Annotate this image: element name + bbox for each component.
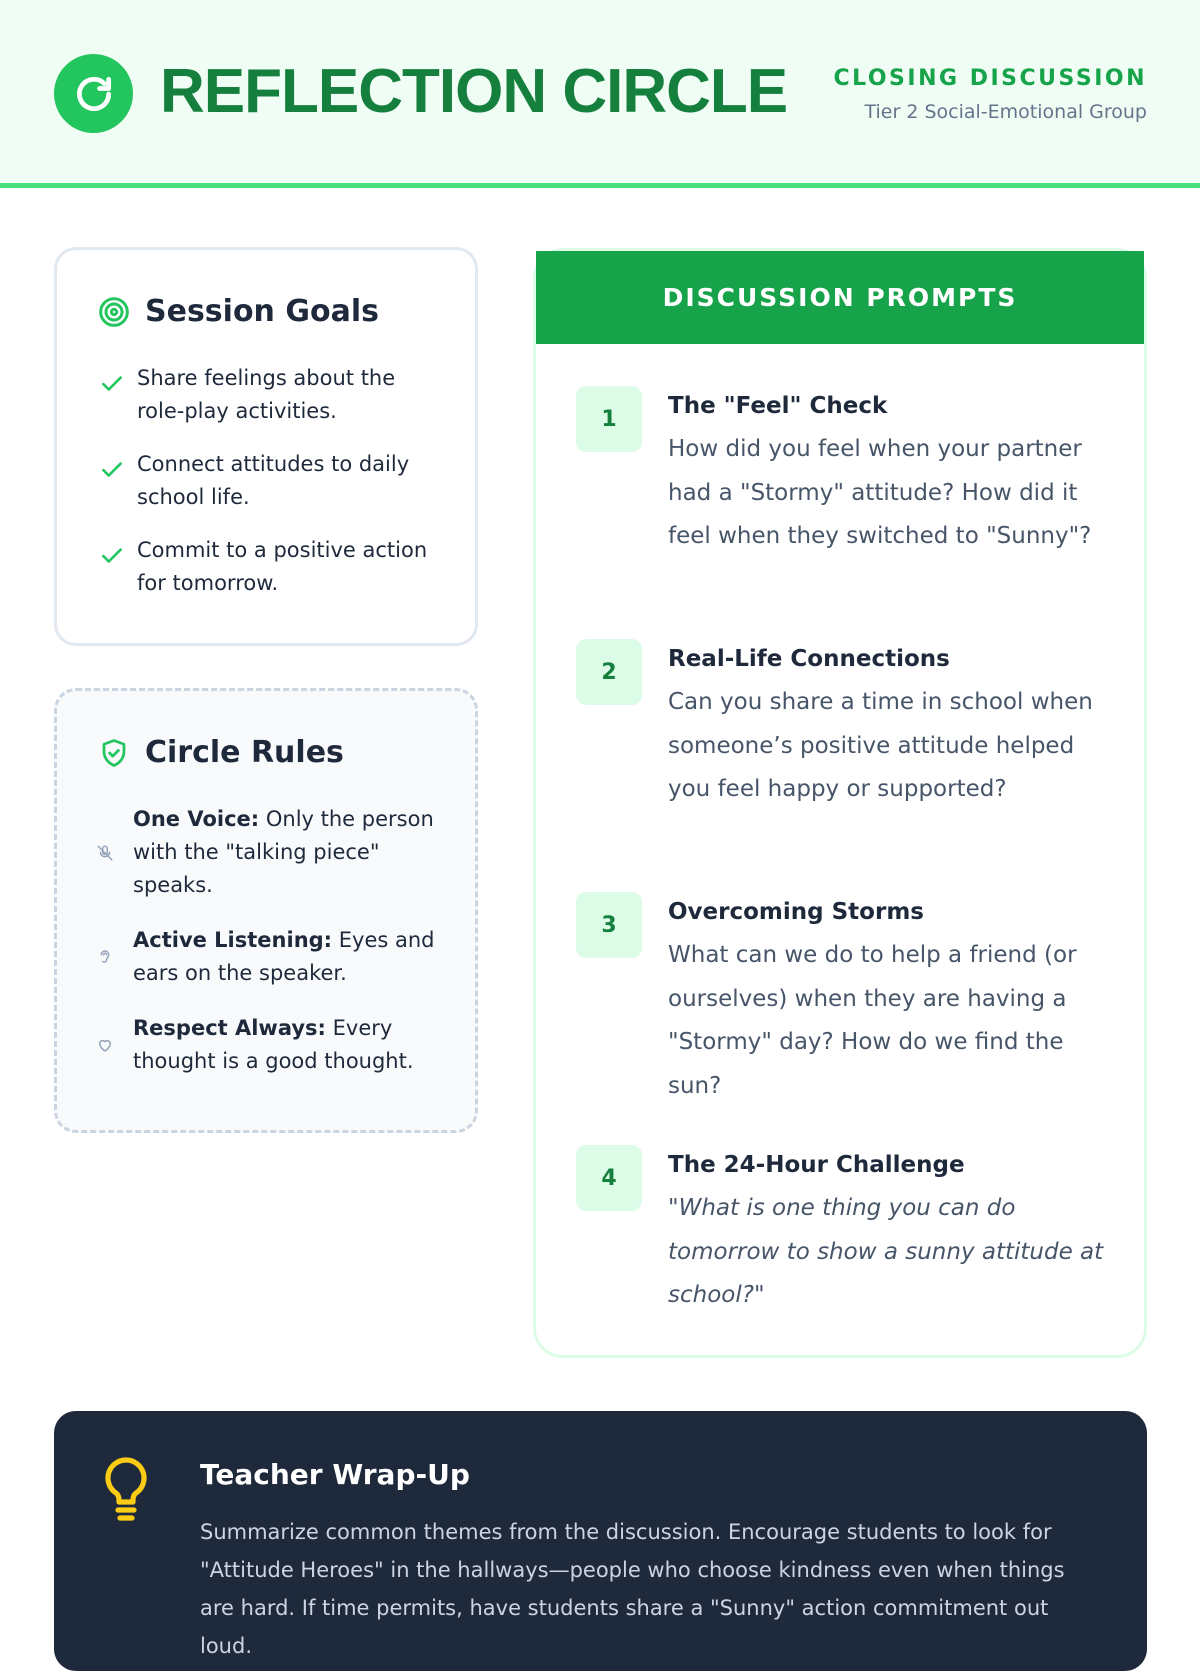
rule-label: Respect Always: (133, 1016, 326, 1040)
rule-label: Active Listening: (133, 928, 333, 952)
circle-rules-heading (97, 731, 344, 775)
discussion-prompts-title: DISCUSSION PROMPTS (662, 283, 1018, 312)
prompt-number-badge: 4 (576, 1145, 642, 1211)
prompt-title: The "Feel" Check (668, 393, 888, 419)
list-item (99, 362, 439, 428)
rule-description: Only the person with the "talking piece" speaks. (133, 807, 434, 897)
wrapup-text: Summarize common themes from the discussion. Encourage students to look for "Attitude Heroes" in the hallways—people who choose kindness even when things are hard. If time permits, have students share a "Sunny" action commitment out loud. (200, 1520, 1065, 1658)
target-icon (97, 295, 131, 329)
goal-text: Commit to a positive action for tomorrow. (137, 538, 428, 595)
list-item (93, 803, 445, 902)
discussion-prompts-card (533, 248, 1147, 1358)
wrapup-title: Teacher Wrap-Up (200, 1458, 470, 1491)
prompt-body (668, 1147, 1118, 1318)
rule-label: One Voice: (133, 807, 260, 831)
refresh-icon (54, 54, 133, 133)
prompt-number-badge: 1 (576, 386, 642, 452)
check-icon (99, 456, 125, 482)
rule-text (133, 1012, 445, 1078)
prompt-body (668, 388, 1118, 559)
circle-rules-card (54, 688, 478, 1133)
check-icon (99, 542, 125, 568)
prompt-text: "What is one thing you can do tomorrow to show a sunny attitude at school?" (668, 1195, 1104, 1308)
goal-list (99, 362, 439, 620)
prompt-body (668, 894, 1118, 1108)
list-item (93, 1012, 445, 1078)
prompt-title: Overcoming Storms (668, 899, 924, 925)
discussion-prompts-header (536, 251, 1144, 344)
session-goals-title: Session Goals (145, 294, 379, 329)
shield-check-icon (97, 736, 131, 770)
heart-icon (93, 1033, 117, 1057)
prompt-text: How did you feel when your partner had a "Stormy" attitude? How did it feel when they switched to "Sunny"? (668, 436, 1092, 549)
header-meta (833, 64, 1147, 126)
list-item (93, 924, 445, 990)
ear-icon (93, 945, 117, 969)
list-item (99, 534, 439, 600)
rule-list (93, 803, 445, 1100)
list-item (99, 448, 439, 514)
circle-rules-title: Circle Rules (145, 735, 344, 770)
rule-description: Every thought is a good thought. (133, 1016, 414, 1073)
check-icon (99, 370, 125, 396)
prompt-title: The 24-Hour Challenge (668, 1152, 965, 1178)
rule-text (133, 924, 445, 990)
prompt-text: Can you share a time in school when someone’s positive attitude helped you feel happy or supported? (668, 689, 1093, 802)
rule-description: Eyes and ears on the speaker. (133, 928, 435, 985)
prompt-body (668, 641, 1118, 812)
lightbulb-icon (102, 1455, 150, 1525)
header-subtitle: Tier 2 Social-Emotional Group (864, 101, 1147, 123)
page-header (0, 0, 1200, 188)
prompt-number-badge: 2 (576, 639, 642, 705)
page-title: REFLECTION CIRCLE (160, 57, 788, 126)
session-goals-heading (97, 290, 379, 334)
teacher-wrapup-panel (54, 1411, 1147, 1671)
header-kicker: CLOSING DISCUSSION (833, 66, 1147, 91)
session-goals-card (54, 247, 478, 646)
goal-text: Share feelings about the role-play activities. (137, 366, 396, 423)
prompt-text: What can we do to help a friend (or ourselves) when they are having a "Stormy" day? How do we find the sun? (668, 942, 1077, 1099)
prompt-title: Real-Life Connections (668, 646, 950, 672)
goal-text: Connect attitudes to daily school life. (137, 452, 410, 509)
rule-text (133, 803, 445, 902)
prompt-number-badge: 3 (576, 892, 642, 958)
mic-off-icon (93, 841, 117, 865)
